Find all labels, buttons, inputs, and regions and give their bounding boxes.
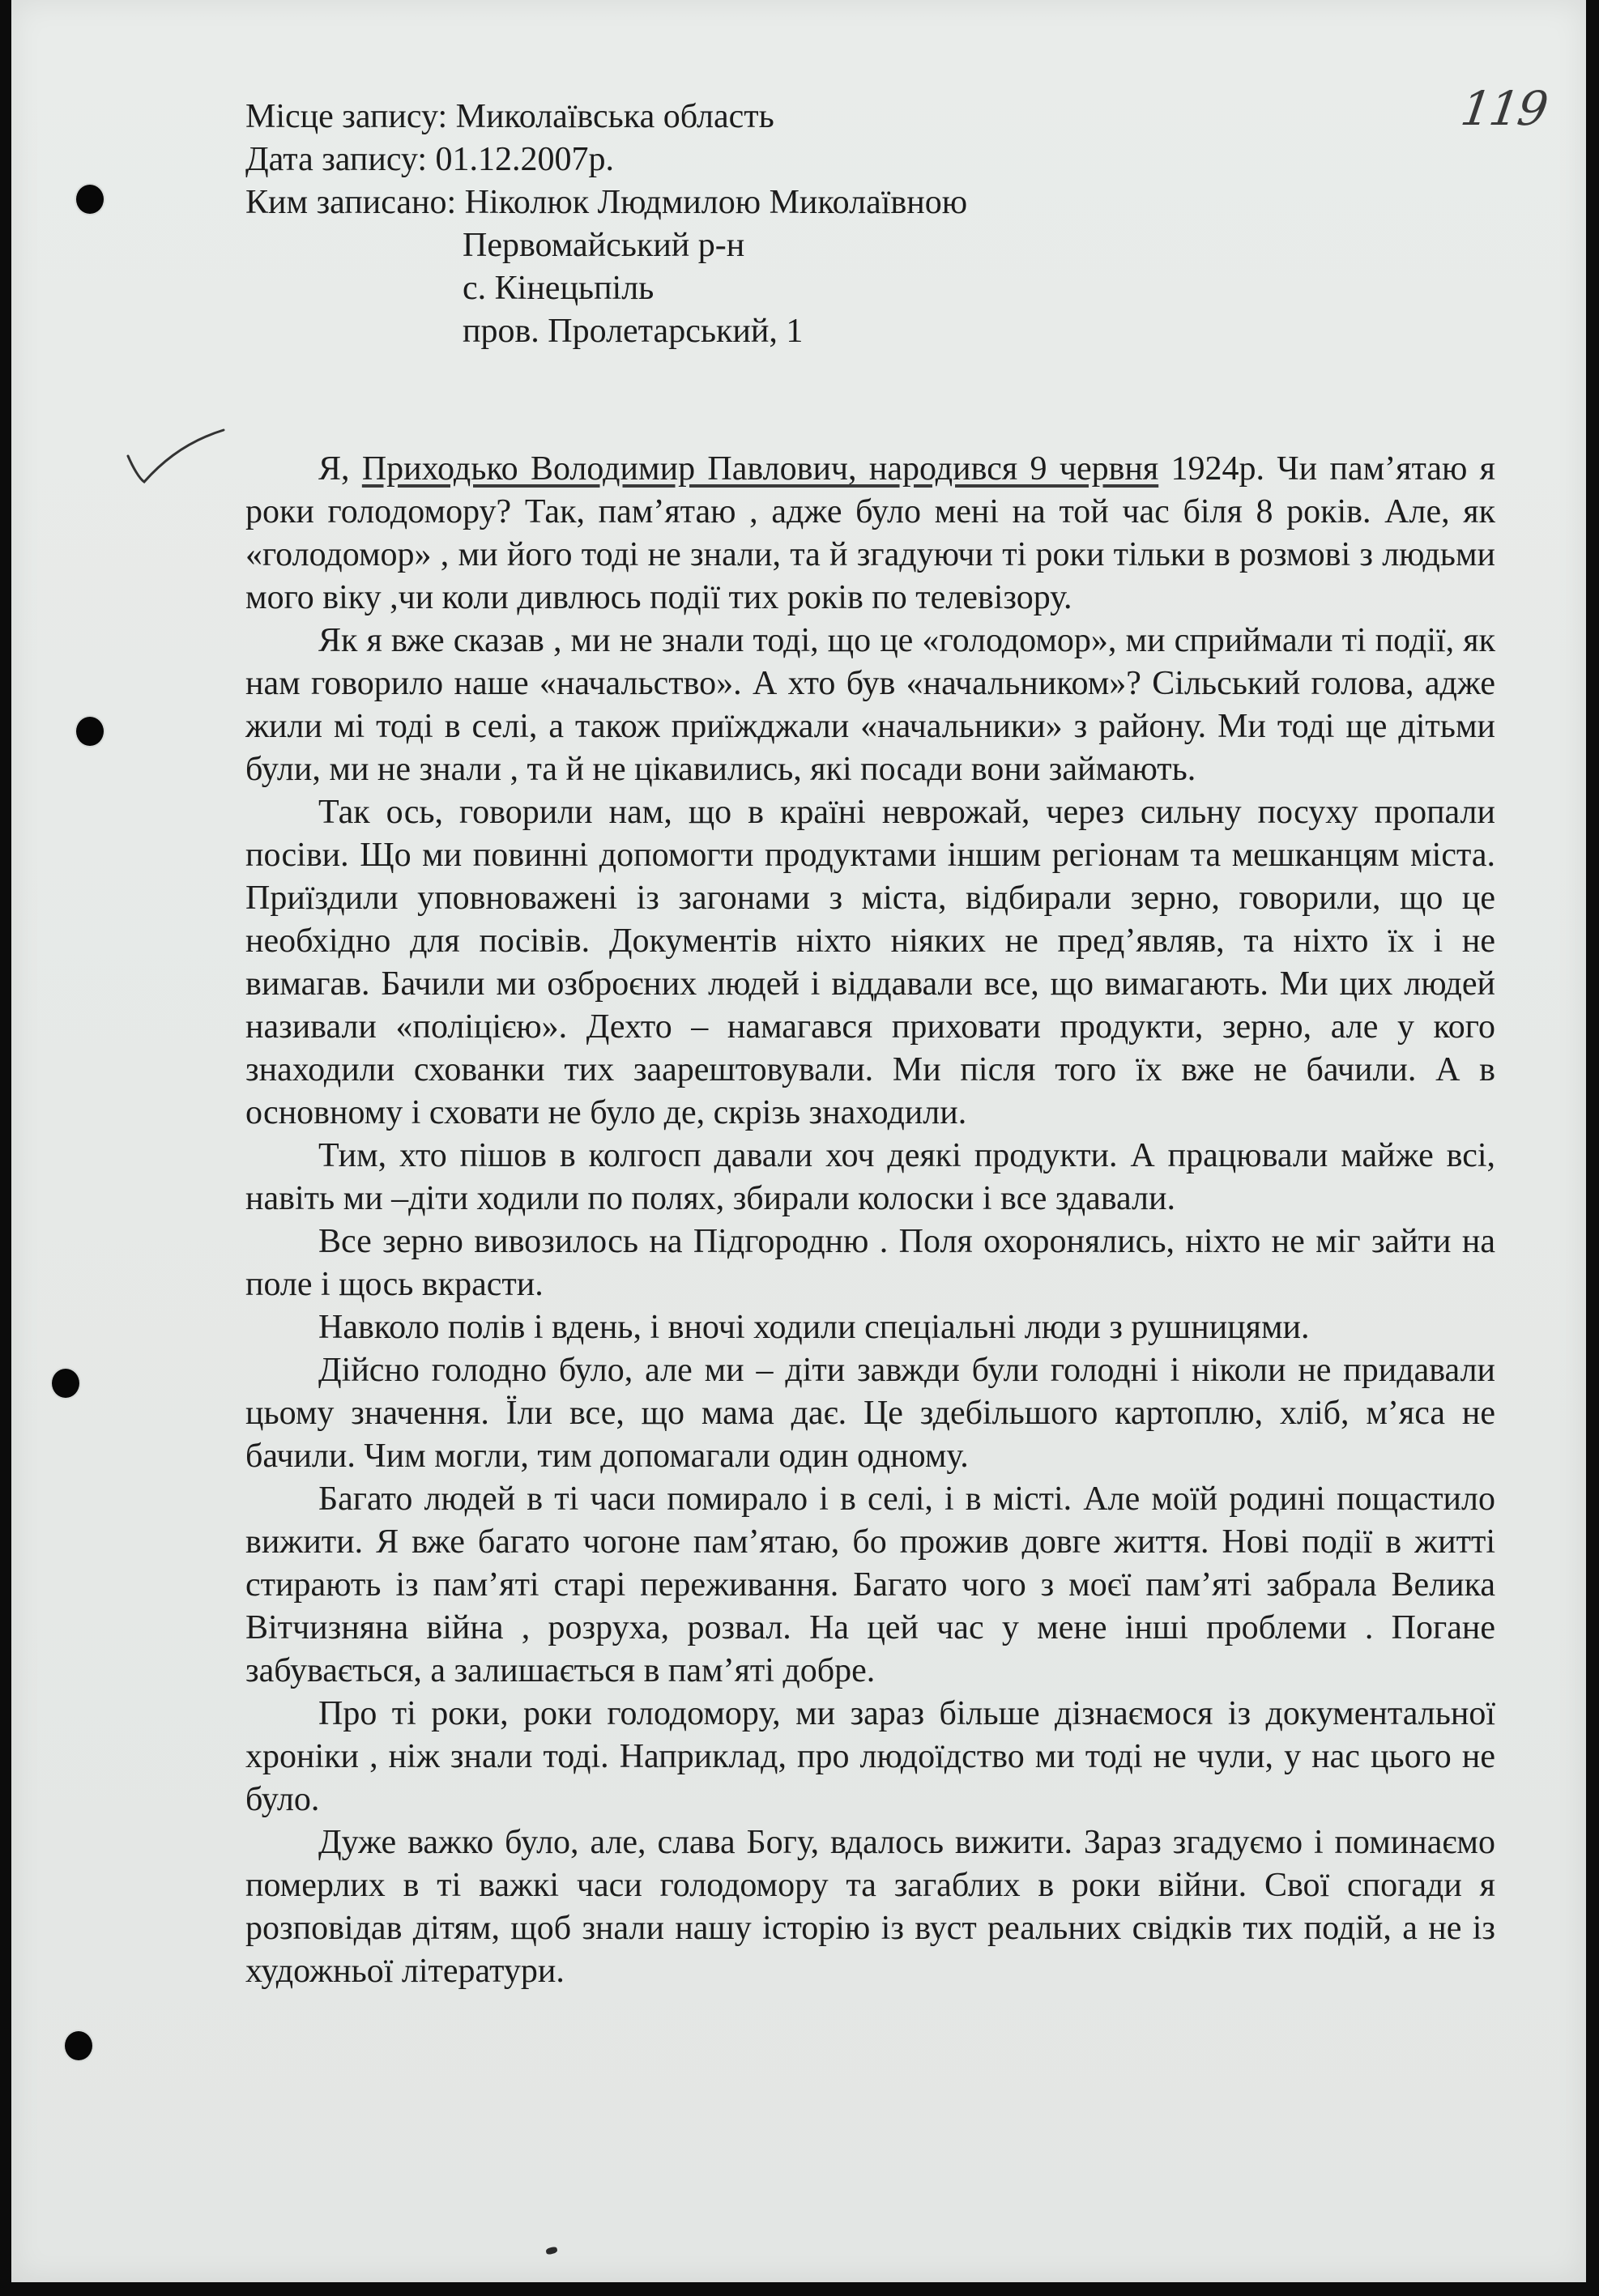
paragraph: Багато людей в ті часи помирало і в селі, і в місті. Але моїй родині пощастило вижити. Я вже багато чогоне пам’ятаю, бо прожив довге життя. Нові події в житті стирають із пам’яті старі переживання. Багато чого з моєї пам’яті забрала Велика Вітчизняна війна , розруха, розвал. На цей час у мене інші проблеми . Погане забувається, а залишається в пам’яті добре. xyxy=(245,1480,1495,1689)
paragraph: Дійсно голодно було, але ми – діти завжди були голодні і ніколи не придавали цьому значення. Їли все, що мама дає. Це здебільшого картоплю, хліб, м’яса не бачили. Чим могли, тим допомагали один одному. xyxy=(245,1352,1495,1475)
address-line: пров. Пролетарський, 1 xyxy=(463,313,804,350)
testimony-text xyxy=(245,448,1495,1993)
record-date: Дата запису: 01.12.2007р. xyxy=(245,141,615,178)
document-page xyxy=(11,0,1586,2282)
address-line: с. Кінецьпіль xyxy=(463,270,655,307)
paragraph: Навколо полів і вдень, і вночі ходили спеціальні люди з рушницями. xyxy=(318,1309,1310,1346)
intro-rest: 1924р. Чи пам’ятаю я роки голодомору? Так, пам’ятаю , адже було мені на той час біля 8 років. Але, як «голодомор» , ми його тоді не знали, та й згадуючи ті роки тільки в розмові з людьми мого віку ,чи коли дивлюсь події тих років по телевізору. xyxy=(245,450,1496,616)
paragraph xyxy=(245,448,1495,620)
ink-smudge xyxy=(545,2246,558,2255)
punch-hole-1 xyxy=(76,185,104,214)
intro-prefix: Я, xyxy=(318,450,362,488)
paragraph: Дуже важко було, але, слава Богу, вдалось вижити. Зараз згадуємо і поминаємо померлих в ті важкі часи голодомору та загаблих в роки війни. Свої спогади я розповідав дітям, щоб знали нашу історію із вуст реальних свідків тих подій, а не із художньої літератури. xyxy=(245,1824,1495,1990)
record-header xyxy=(245,96,967,353)
paragraph: Як я вже сказав , ми не знали тоді, що це «голодомор», ми сприймали ті події, як нам говорило наше «начальство». А хто був «начальником»? Сільський голова, адже жили мі тоді в селі, а також приїжджали «начальники» з району. Ми тоді ще дітьми були, ми не знали , та й не цікавились, які посади вони займають. xyxy=(245,622,1495,788)
narrator-name-underlined: Приходько Володимир Павлович, народився 9 червня xyxy=(361,450,1159,488)
handwritten-checkmark-icon xyxy=(125,425,227,485)
punch-hole-2 xyxy=(76,717,104,746)
paragraph: Про ті роки, роки голодомору, ми зараз більше дізнаємося із документальної хроніки , ніж знали тоді. Наприклад, про людоїдство ми тоді не чули, у нас цього не було. xyxy=(245,1695,1495,1818)
record-place: Місце запису: Миколаївська область xyxy=(245,98,774,135)
record-author: Ким записано: Ніколюк Людмилою Миколаївною xyxy=(245,184,968,221)
paragraph: Все зерно вивозилось на Підгородню . Поля охоронялись, ніхто не міг зайти на поле і щось вкрасти. xyxy=(245,1223,1495,1303)
paragraph: Так ось, говорили нам, що в країні неврожай, через сильну посуху пропали посіви. Що ми повинні допомогти продуктами іншим регіонам та мешканцям міста. Приїздили уповноважені із загонами з міста, відбирали зерно, говорили, що це необхідно для посівів. Документів ніхто ніяких не пред’являв, та ніхто їх і не вимагав. Бачили ми озброєних людей і віддавали все, що вимагають. Ми цих людей називали «поліцією». Дехто – намагався приховати продукти, зерно, але у кого знаходили схованки тих заарештовували. Ми після того їх вже не бачили. А в основному і сховати не було де, скрізь знаходили. xyxy=(245,794,1495,1131)
address-line: Первомайський р-н xyxy=(463,227,745,264)
punch-hole-4 xyxy=(65,2031,92,2060)
paragraph: Тим, хто пішов в колгосп давали хоч деякі продукти. А працювали майже всі, навіть ми –діти ходили по полях, збирали колоски і все здавали. xyxy=(245,1137,1495,1217)
punch-hole-3 xyxy=(52,1369,79,1398)
handwritten-page-number: 119 xyxy=(1457,81,1550,136)
